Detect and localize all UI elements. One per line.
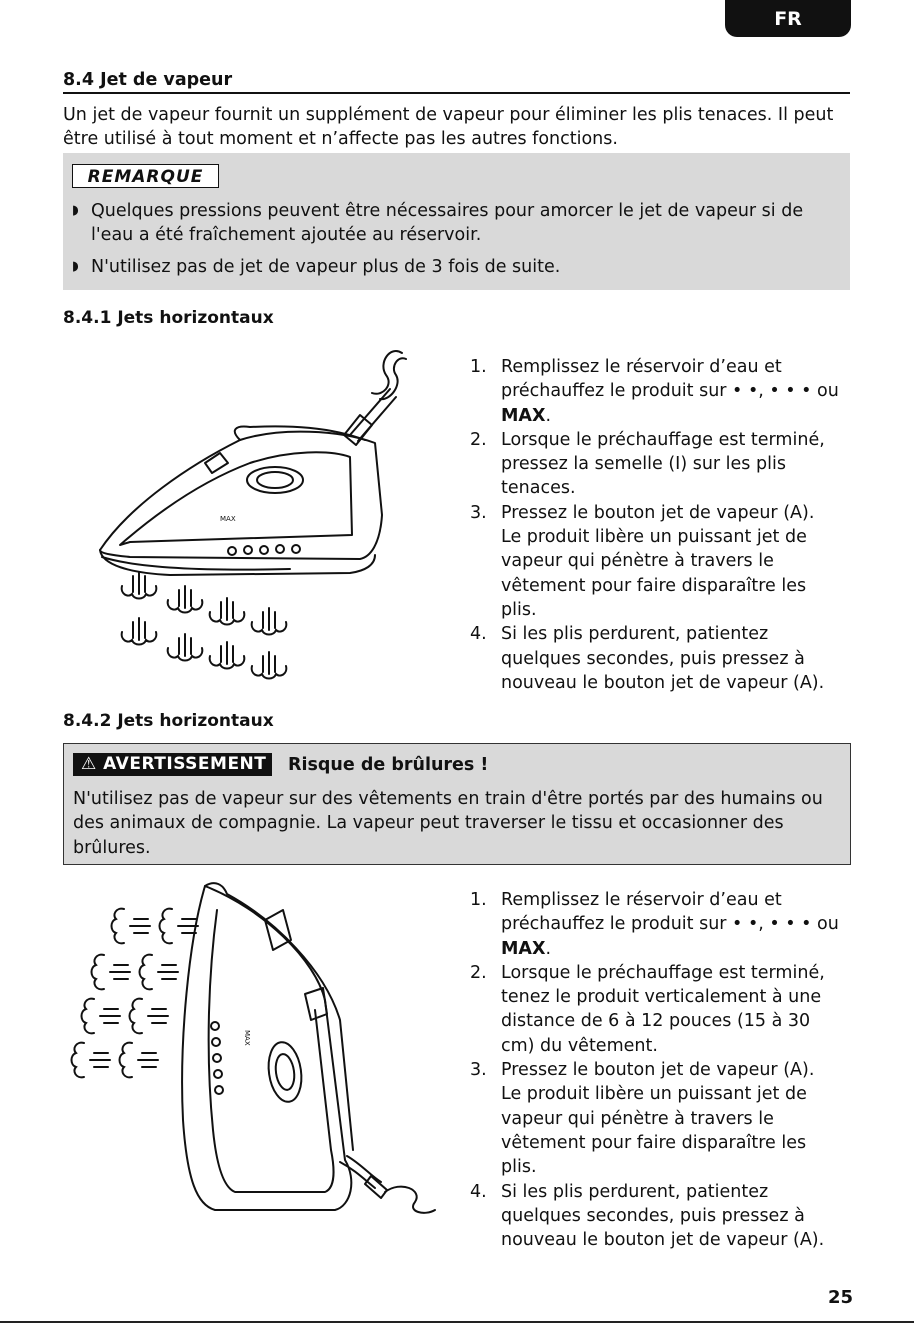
iron-vertical-figure: [175, 880, 440, 1220]
steam-puff-icon: [120, 1043, 159, 1078]
note-list: [72, 199, 842, 287]
steam-puff-icon: [210, 642, 245, 669]
steam-puff-icon: [82, 999, 121, 1034]
steam-puff-icon: [122, 618, 157, 645]
bullet-arrow-icon: ◗: [72, 203, 79, 218]
step-item: 4. Si les plis perdurent, patientez quelques secondes, puis pressez à nouveau le bouton jet de vapeur (A).: [470, 1181, 825, 1251]
bullet-arrow-icon: ◗: [72, 259, 79, 274]
steam-puff-icon: [92, 955, 131, 990]
warning-text: N'utilisez pas de vapeur sur des vêtements en train d'être portés par des humains ou des animaux de compagnie. La vapeur peut traverser le tissu et occasionner des brûlures.: [73, 789, 823, 858]
iron-dial-label: MAX: [220, 515, 236, 523]
page-number: 25: [828, 1287, 854, 1308]
steam-puff-icon: [168, 634, 203, 661]
step-item: 3. Pressez le bouton jet de vapeur (A). Le produit libère un puissant jet de vapeur qui pénètre à travers le vêtement pour faire disparaître les plis.: [470, 1060, 815, 1178]
step-item: 1. Remplissez le réservoir d’eau et préchauffez le produit sur • •, • • • ou MAX.: [470, 890, 839, 959]
note-box: [63, 153, 850, 290]
steam-puff-icon: [122, 572, 157, 599]
step-item: 3. Pressez le bouton jet de vapeur (A). Le produit libère un puissant jet de vapeur qui pénètre à travers le vêtement pour faire disparaître les plis.: [470, 502, 815, 620]
step-item: 4. Si les plis perdurent, patientez quelques secondes, puis pressez à nouveau le bouton jet de vapeur (A).: [470, 624, 825, 693]
warning-title: Risque de brûlures !: [288, 755, 489, 775]
steam-puff-icon: [72, 1043, 111, 1078]
iron-dial-label: MAX: [243, 1030, 251, 1046]
steam-puff-icon: [168, 586, 203, 613]
step-item: 1. Remplissez le réservoir d’eau et préchauffez le produit sur • •, • • • ou MAX.: [470, 357, 839, 426]
steam-puff-icon: [252, 608, 287, 635]
bottom-rule: [0, 1321, 914, 1323]
warning-label: ⚠ AVERTISSEMENT: [73, 753, 272, 776]
steam-puff-icon: [130, 999, 169, 1034]
note-item: ◗ N'utilisez pas de jet de vapeur plus de 3 fois de suite.: [72, 257, 561, 277]
section-intro: Un jet de vapeur fournit un supplément de vapeur pour éliminer les plis tenaces. Il peut être utilisé à tout moment et n’affecte pas les autres fonctions.: [63, 105, 834, 149]
subsection-title-2: 8.4.2 Jets horizontaux: [63, 711, 274, 731]
subsection-title-1: 8.4.1 Jets horizontaux: [63, 308, 274, 328]
steam-puff-icon: [140, 955, 179, 990]
warning-triangle-icon: ⚠: [81, 754, 97, 774]
steps-list-2: [470, 888, 840, 1252]
steam-puff-icon: [252, 652, 287, 679]
note-item: ◗ Quelques pressions peuvent être nécessaires pour amorcer le jet de vapeur si de l'eau a été fraîchement ajoutée au réservoir.: [72, 201, 804, 245]
section-title: 8.4 Jet de vapeur: [63, 70, 850, 94]
step-item: 2. Lorsque le préchauffage est terminé, tenez le produit verticalement à une distance de 6 à 12 pouces (15 à 30 cm) du vêtement.: [470, 962, 825, 1056]
language-tab: FR: [725, 0, 851, 37]
steam-puff-icon: [112, 909, 151, 944]
steps-list-1: [470, 355, 840, 695]
step-item: 2. Lorsque le préchauffage est terminé, pressez la semelle (I) sur les plis tenaces.: [470, 429, 825, 499]
warning-box: [63, 743, 851, 865]
steam-puffs-down: [118, 568, 293, 690]
steam-puff-icon: [210, 598, 245, 625]
note-label: REMARQUE: [72, 164, 219, 188]
